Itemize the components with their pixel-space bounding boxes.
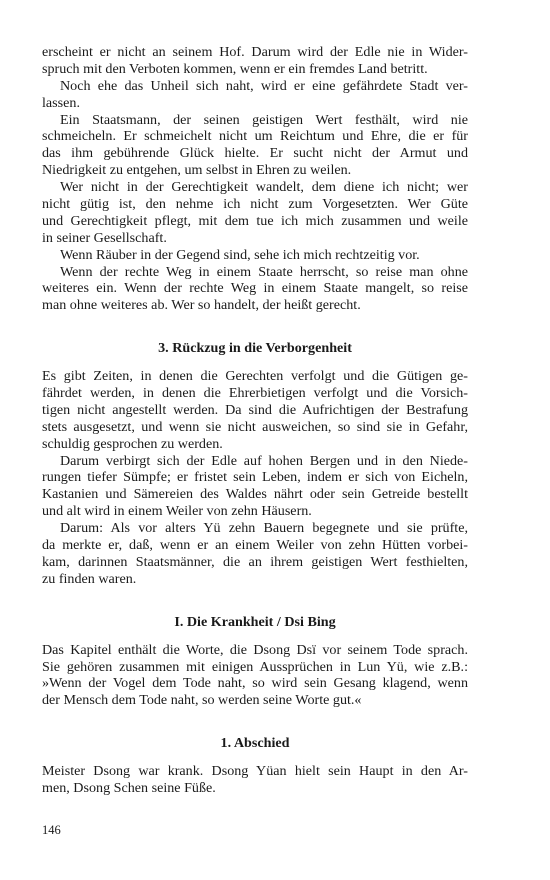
chapter-heading: I. Die Krankheit / Dsi Bing <box>174 613 336 630</box>
text-line: Wenn der rechte Weg in einem Staate herrscht, so reise man ohne <box>60 263 468 280</box>
text-line: Sie gehören zusammen mit einigen Aussprüchen in Lun Yü, wie z.B.: <box>42 658 468 675</box>
page-body <box>42 44 468 797</box>
text-line: Noch ehe das Unheil sich naht, wird er eine gefährdete Stadt ver- <box>60 77 468 94</box>
text-line: rungen tiefer Sümpfe; er fristet sein Leben, indem er sich von Eicheln, <box>42 469 468 486</box>
text-line: da merkte er, daß, wenn er an einem Weiler von zehn Hütten vorbei- <box>42 537 468 554</box>
text-line: »Wenn der Vogel dem Tode naht, so wird sein Gesang klagend, wenn <box>42 675 468 692</box>
text-line: weiteres ein. Wenn der rechte Weg in einem Staate mangelt, so reise <box>42 280 468 297</box>
paragraph-block <box>42 368 468 588</box>
paragraph-block <box>42 763 468 797</box>
text-line: lassen. <box>42 94 80 111</box>
text-line: kam, darinnen Staatsmänner, die an ihrem geistigen Wert festhielten, <box>42 553 468 570</box>
paragraph-block <box>42 642 468 710</box>
text-line: in seiner Gesellschaft. <box>42 229 167 246</box>
paragraph-block <box>42 44 468 314</box>
text-line: nicht gütig ist, den nehme ich nicht zum Vorgesetzten. Wer Güte <box>42 196 468 213</box>
text-line: zu finden waren. <box>42 570 137 587</box>
text-line: Niedrigkeit zu entgehen, um selbst in Ehren zu weilen. <box>42 162 352 179</box>
text-line: und alt wird in einem Weiler von zehn Häusern. <box>42 503 312 520</box>
text-line: tigen nicht angestellt werden. Da sind die Aufrichtigen der Bestrafung <box>42 401 468 418</box>
page-number: 146 <box>42 823 61 837</box>
text-line: stets ausgesetzt, und wenn sie nicht ausweichen, so sind sie in Gefahr, <box>42 418 468 435</box>
text-line: Meister Dsong war krank. Dsong Yüan hielt sein Haupt in den Ar- <box>42 763 468 780</box>
text-line: Wenn Räuber in der Gegend sind, sehe ich mich rechtzeitig vor. <box>60 246 420 263</box>
text-line: Wer nicht in der Gerechtigkeit wandelt, dem diene ich nicht; wer <box>60 179 468 196</box>
text-line: der Mensch dem Tode naht, so werden seine Worte gut.« <box>42 692 362 709</box>
text-line: schmeicheln. Er schmeichelt nicht um Reichtum und Ehre, die er für <box>42 128 468 145</box>
text-line: man ohne weiteres ab. Wer so handelt, der heißt gerecht. <box>42 297 361 314</box>
text-line: Ein Staatsmann, der seinen geistigen Wert festhält, wird nie <box>60 111 468 128</box>
text-line: Kastanien und Sämereien des Waldes nährt oder sein Getreide bestellt <box>42 486 468 503</box>
section-heading: 3. Rückzug in die Verborgenheit <box>158 340 352 357</box>
text-line: schuldig gesprochen zu werden. <box>42 435 223 452</box>
text-line: men, Dsong Schen seine Füße. <box>42 779 216 796</box>
text-line: Darum verbirgt sich der Edle auf hohen Bergen und in den Niede- <box>60 452 468 469</box>
text-line: und Gerechtigkeit pflegt, mit dem tue ich mich zusammen und weile <box>42 212 468 229</box>
text-line: spruch mit den Verboten kommen, wenn er ein fremdes Land betritt. <box>42 60 428 77</box>
text-line: Das Kapitel enthält die Worte, die Dsong Dsï vor seinem Tode sprach. <box>42 641 468 658</box>
section-heading: 1. Abschied <box>220 735 290 752</box>
text-line: das ihm gebührende Glück hielte. Er sucht nicht der Armut und <box>42 145 468 162</box>
text-line: fährdet werden, in denen die Ehrerbietigen verfolgt und die Vorsich- <box>42 385 468 402</box>
text-line: erscheint er nicht an seinem Hof. Darum wird der Edle nie in Wider- <box>42 44 468 60</box>
text-line: Es gibt Zeiten, in denen die Gerechten verfolgt und die Gütigen ge- <box>42 368 468 385</box>
text-line: Darum: Als vor alters Yü zehn Bauern begegnete und sie prüfte, <box>60 520 468 537</box>
